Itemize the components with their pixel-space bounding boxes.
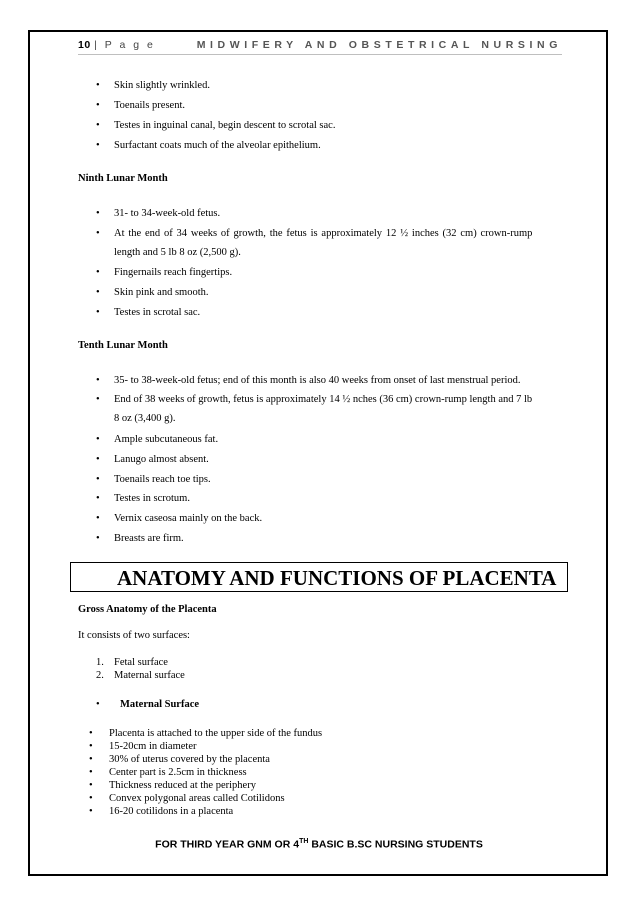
section-banner [70,562,568,592]
page-number: 10 | P a g e [78,39,156,51]
numbered-item: 2. Maternal surface [96,670,185,681]
section-heading-ninth-month: Ninth Lunar Month [78,173,168,184]
section-heading-tenth-month: Tenth Lunar Month [78,340,168,351]
header-title: MIDWIFERY AND OBSTETRICAL NURSING [196,39,562,51]
page-header [78,36,562,55]
list-item-continuation: length and 5 lb 8 oz (2,500 g). [114,247,241,258]
banner-title: ANATOMY AND FUNCTIONS OF PLACENTA [117,566,557,590]
list-item-continuation: 8 oz (3,400 g). [114,413,176,424]
numbered-item: 1. Fetal surface [96,657,168,668]
page-footer: FOR THIRD YEAR GNM OR 4TH BASIC B.SC NURSING STUDENTS [155,838,483,851]
section-heading-gross-anatomy: Gross Anatomy of the Placenta [78,604,217,615]
paragraph: It consists of two surfaces: [78,630,190,641]
